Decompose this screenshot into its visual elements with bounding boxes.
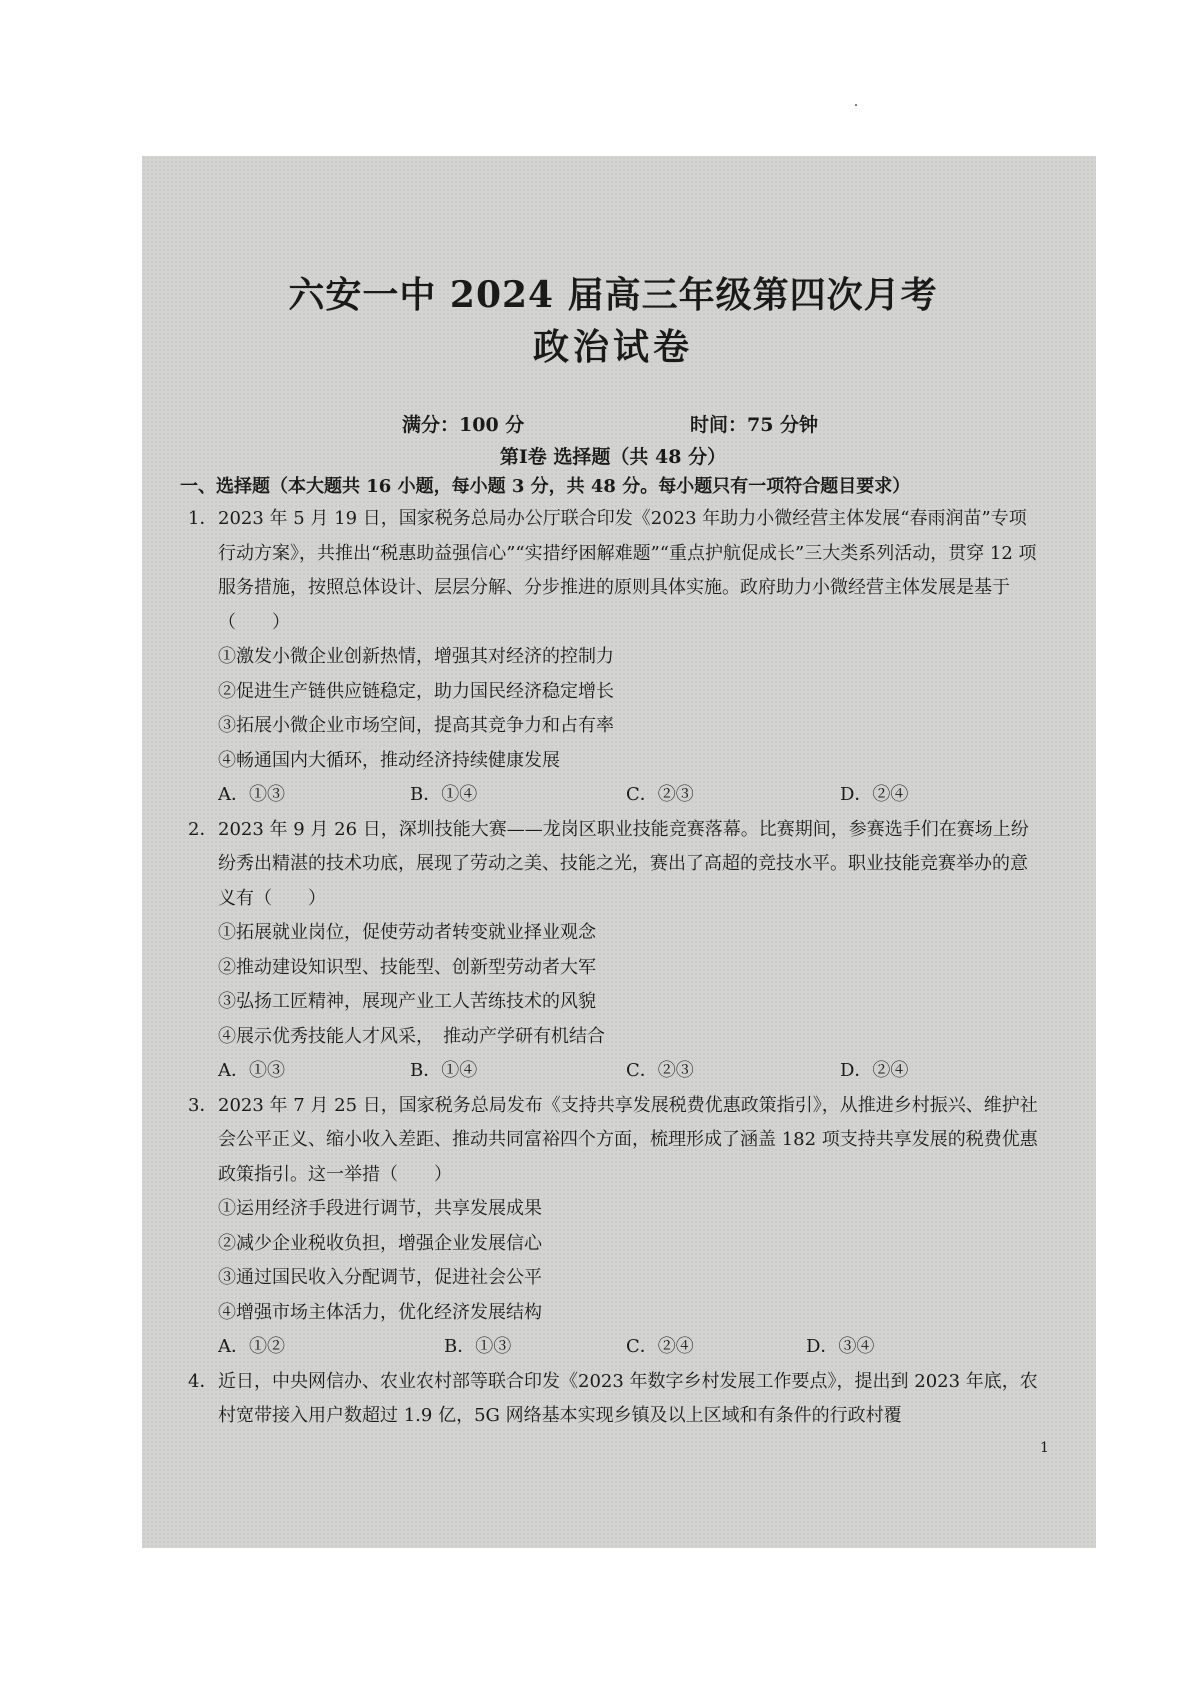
statement-option: ①运用经济手段进行调节，共享发展成果 [218, 1198, 542, 1219]
answer-choices [188, 1054, 1038, 1089]
choice-b: B．①④ [410, 1060, 478, 1081]
statement-option: ②推动建设知识型、技能型、创新型劳动者大军 [218, 956, 596, 978]
question-number: 4． [188, 1370, 218, 1392]
section-heading: 一、选择题（本大题共 16 小题，每小题 3 分，共 48 分。每小题只有一项符合题目要求） [180, 476, 911, 497]
question-stem: 2023 年 7 月 25 日，国家税务总局发布《支持共享发展税费优惠政策指引》，从推进乡村振兴、维护社会公平正义、缩小收入差距、推动共同富裕四个方面，梳理形成了涵盖 182 项支持共享发展的税费优惠政策指引。这一举措（ ） [218, 1094, 1038, 1185]
question-number: 2． [188, 818, 218, 840]
statement-option: ③拓展小微企业市场空间，提高其竞争力和占有率 [218, 715, 614, 736]
statement-option: ④畅通国内大循环，推动经济持续健康发展 [218, 749, 560, 771]
question-4 [188, 1365, 1038, 1434]
question-3 [188, 1089, 1038, 1193]
statement-option: ③通过国民收入分配调节，促进社会公平 [218, 1267, 542, 1288]
full-score: 满分：100 分 [402, 414, 525, 436]
choice-d: D．②④ [840, 1060, 909, 1081]
question-2 [188, 813, 1038, 917]
page-number: 1 [1040, 1440, 1049, 1456]
statement-option: ③弘扬工匠精神，展现产业工人苦练技术的风貌 [218, 991, 596, 1012]
time-limit: 时间：75 分钟 [690, 414, 819, 436]
question-stem: 近日，中央网信办、农业农村部等联合印发《2023 年数字乡村发展工作要点》，提出到 2023 年底，农村宽带接入用户数超过 1.9 亿，5G 网络基本实现乡镇及以上区域和有条件的行政村覆 [218, 1370, 1038, 1426]
statement-option: ①激发小微企业创新热情，增强其对经济的控制力 [218, 646, 614, 667]
exam-subtitle: 政治试卷 [532, 326, 693, 368]
choice-b: B．①③ [444, 1336, 512, 1357]
stray-mark [855, 104, 857, 106]
choice-a: A．①③ [218, 784, 285, 805]
answer-choices [188, 778, 1038, 813]
exam-sheet [142, 156, 1096, 1548]
statement-option: ①拓展就业岗位，促使劳动者转变就业择业观念 [218, 922, 596, 943]
exam-title: 六安一中 2024 届高三年级第四次月考 [288, 274, 938, 316]
question-1 [188, 502, 1038, 640]
choice-d: D．②④ [840, 784, 909, 805]
choice-a: A．①③ [218, 1060, 285, 1081]
question-number: 1． [188, 508, 218, 529]
answer-choices [188, 1330, 1038, 1365]
choice-c: C．②④ [626, 1336, 694, 1357]
statement-option: ④增强市场主体活力，优化经济发展结构 [218, 1301, 542, 1323]
statement-option: ②促进生产链供应链稳定，助力国民经济稳定增长 [218, 680, 614, 702]
choice-b: B．①④ [410, 784, 478, 805]
part-heading: 第Ⅰ卷 选择题（共 48 分） [499, 446, 727, 468]
question-stem: 2023 年 5 月 19 日，国家税务总局办公厅联合印发《2023 年助力小微经营主体发展“春雨润苗”专项行动方案》，共推出“税惠助益强信心”“实措纾困解难题”“重点护航促成长”三大类系列活动，贯穿 12 项服务措施，按照总体设计、层层分解、分步推进的原则具体实施。政府助力小微经营主体发展是基于（ ） [218, 508, 1037, 633]
exam-content [180, 270, 1038, 1434]
statement-option: ②减少企业税收负担，增强企业发展信心 [218, 1232, 542, 1254]
exam-meta [188, 410, 1038, 440]
question-stem: 2023 年 9 月 26 日，深圳技能大赛——龙岗区职业技能竞赛落幕。比赛期间，参赛选手们在赛场上纷纷秀出精湛的技术功底，展现了劳动之美、技能之光，赛出了高超的竞技水平。职业技能竞赛举办的意义有（ ） [218, 818, 1029, 909]
statement-option: ④展示优秀技能人才风采， 推动产学研有机结合 [218, 1025, 605, 1047]
choice-d: D．③④ [806, 1336, 875, 1357]
choice-c: C．②③ [626, 784, 694, 805]
question-number: 3． [188, 1094, 218, 1116]
choice-a: A．①② [218, 1336, 285, 1357]
choice-c: C．②③ [626, 1060, 694, 1081]
